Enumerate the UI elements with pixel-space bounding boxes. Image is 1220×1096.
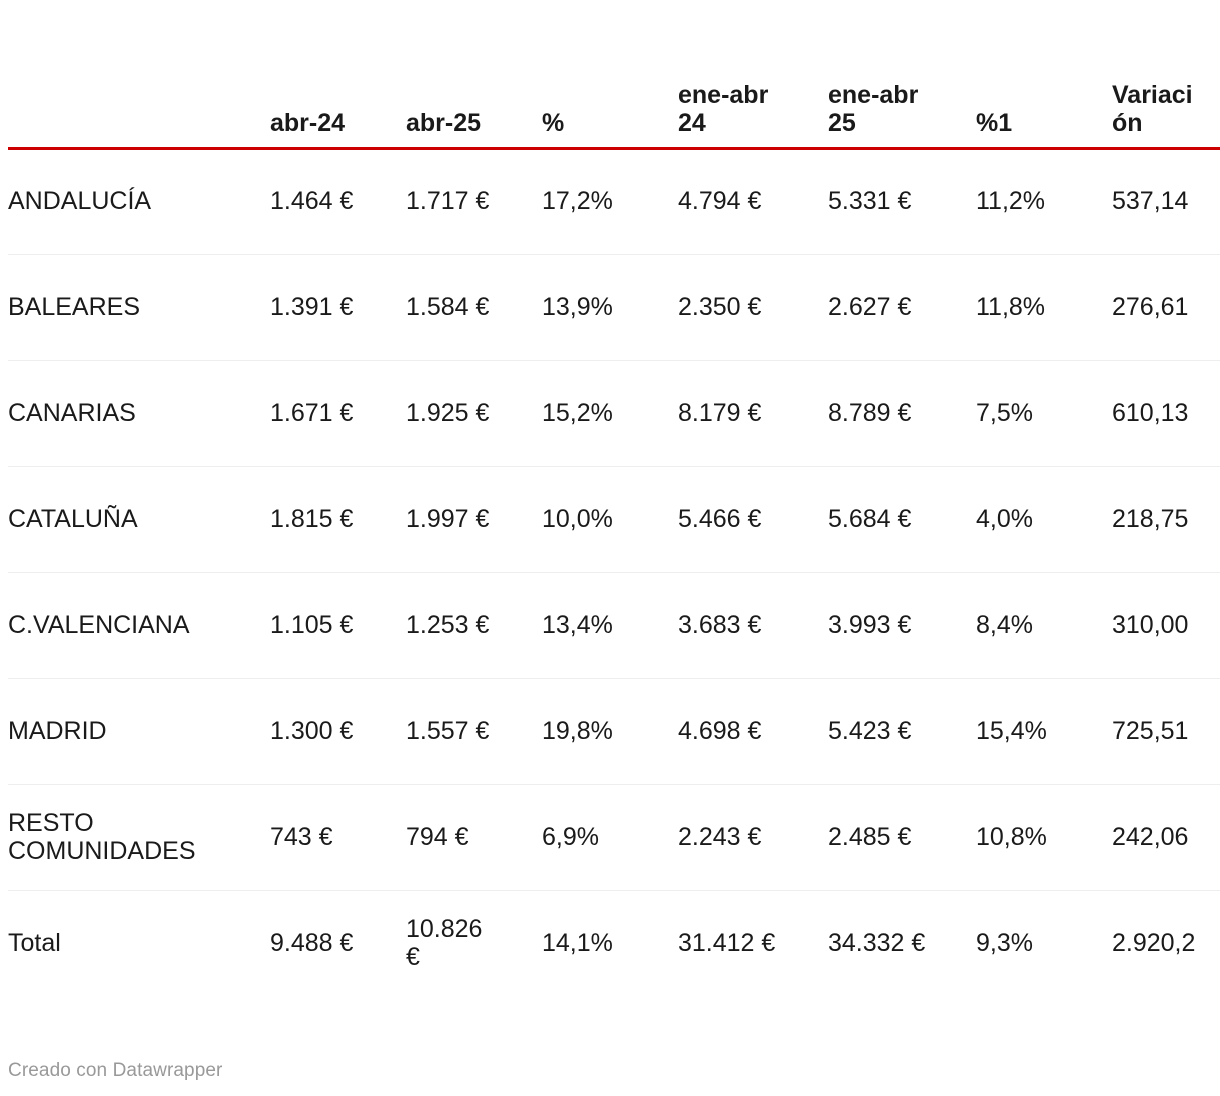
- cell-abr-24: 1.815 €: [270, 466, 406, 572]
- cell-region: BALEARES: [8, 254, 270, 360]
- cell-variacion: 218,75: [1112, 466, 1220, 572]
- cell-ene-abr-25: 8.789 €: [828, 360, 976, 466]
- cell-region: CANARIAS: [8, 360, 270, 466]
- cell-abr-24: 1.391 €: [270, 254, 406, 360]
- column-header-pct1[interactable]: %1: [976, 108, 1013, 137]
- cell-pct1: 4,0%: [976, 466, 1112, 572]
- cell-abr-25: 1.584 €: [406, 254, 542, 360]
- table-row: [8, 148, 1220, 254]
- cell-abr-24: 1.671 €: [270, 360, 406, 466]
- cell-variacion: 242,06: [1112, 784, 1220, 890]
- cell-region: RESTO COMUNIDADES: [8, 784, 270, 890]
- table-row: [8, 784, 1220, 890]
- table-header: [8, 0, 1220, 148]
- cell-pct1: 15,4%: [976, 678, 1112, 784]
- table-header-row: [8, 0, 1220, 148]
- cell-abr-25: 10.826 €: [406, 914, 483, 972]
- table-row: [8, 466, 1220, 572]
- cell-pct1: 11,8%: [976, 254, 1112, 360]
- column-header-ene-abr-24[interactable]: ene-abr 24: [678, 80, 769, 137]
- cell-variacion: 2.920,2: [1112, 929, 1196, 957]
- cell-ene-abr-25: 5.423 €: [828, 678, 976, 784]
- cell-ene-abr-24: 4.794 €: [678, 148, 828, 254]
- cell-abr-25: 794 €: [406, 784, 542, 890]
- cell-abr-24: 1.464 €: [270, 148, 406, 254]
- column-header-ene-abr-25[interactable]: ene-abr 25: [828, 80, 919, 137]
- cell-pct: 6,9%: [542, 784, 678, 890]
- cell-ene-abr-24: 31.412 €: [678, 929, 776, 957]
- cell-abr-24: 9.488 €: [270, 929, 354, 957]
- table-body: [8, 148, 1220, 996]
- column-header-abr-24[interactable]: abr-24: [270, 108, 346, 137]
- datawrapper-credit[interactable]: Creado con Datawrapper: [8, 1060, 223, 1081]
- cell-abr-24: 1.300 €: [270, 678, 406, 784]
- cell-abr-24: 1.105 €: [270, 572, 406, 678]
- cell-abr-25: 1.557 €: [406, 678, 542, 784]
- cell-pct1: 9,3%: [976, 929, 1033, 957]
- table-row: [8, 360, 1220, 466]
- cell-ene-abr-24: 4.698 €: [678, 678, 828, 784]
- table-row: [8, 572, 1220, 678]
- table-row: [8, 254, 1220, 360]
- column-header-region[interactable]: [8, 0, 270, 148]
- cell-ene-abr-24: 2.243 €: [678, 784, 828, 890]
- cell-pct: 15,2%: [542, 360, 678, 466]
- cell-variacion: 310,00: [1112, 572, 1220, 678]
- cell-abr-25: 1.925 €: [406, 360, 542, 466]
- cell-pct: 10,0%: [542, 466, 678, 572]
- cell-pct1: 7,5%: [976, 360, 1112, 466]
- cell-pct: 19,8%: [542, 678, 678, 784]
- cell-ene-abr-25: 5.331 €: [828, 148, 976, 254]
- column-header-pct[interactable]: %: [542, 108, 565, 137]
- cell-pct: 17,2%: [542, 148, 678, 254]
- data-table: [8, 0, 1220, 996]
- column-header-abr-25[interactable]: abr-25: [406, 108, 482, 137]
- column-header-variacion[interactable]: Variación: [1112, 80, 1193, 137]
- cell-abr-24: 743 €: [270, 784, 406, 890]
- cell-pct1: 11,2%: [976, 148, 1112, 254]
- cell-ene-abr-25: 5.684 €: [828, 466, 976, 572]
- cell-ene-abr-24: 5.466 €: [678, 466, 828, 572]
- cell-ene-abr-24: 8.179 €: [678, 360, 828, 466]
- cell-region: Total: [8, 929, 61, 957]
- cell-pct: 14,1%: [542, 929, 613, 957]
- cell-region: MADRID: [8, 678, 270, 784]
- cell-ene-abr-25: 34.332 €: [828, 929, 926, 957]
- cell-region: ANDALUCÍA: [8, 148, 270, 254]
- cell-pct: 13,4%: [542, 572, 678, 678]
- cell-ene-abr-25: 3.993 €: [828, 572, 976, 678]
- table-row: [8, 678, 1220, 784]
- cell-region: CATALUÑA: [8, 466, 270, 572]
- cell-variacion: 610,13: [1112, 360, 1220, 466]
- cell-ene-abr-24: 2.350 €: [678, 254, 828, 360]
- cell-abr-25: 1.717 €: [406, 148, 542, 254]
- cell-ene-abr-25: 2.485 €: [828, 784, 976, 890]
- cell-pct1: 8,4%: [976, 572, 1112, 678]
- cell-pct1: 10,8%: [976, 784, 1112, 890]
- cell-variacion: 537,14: [1112, 148, 1220, 254]
- cell-ene-abr-25: 2.627 €: [828, 254, 976, 360]
- cell-variacion: 276,61: [1112, 254, 1220, 360]
- cell-variacion: 725,51: [1112, 678, 1220, 784]
- cell-abr-25: 1.253 €: [406, 572, 542, 678]
- cell-pct: 13,9%: [542, 254, 678, 360]
- cell-region: C.VALENCIANA: [8, 572, 270, 678]
- table-row-total: [8, 890, 1220, 996]
- cell-abr-25: 1.997 €: [406, 466, 542, 572]
- cell-ene-abr-24: 3.683 €: [678, 572, 828, 678]
